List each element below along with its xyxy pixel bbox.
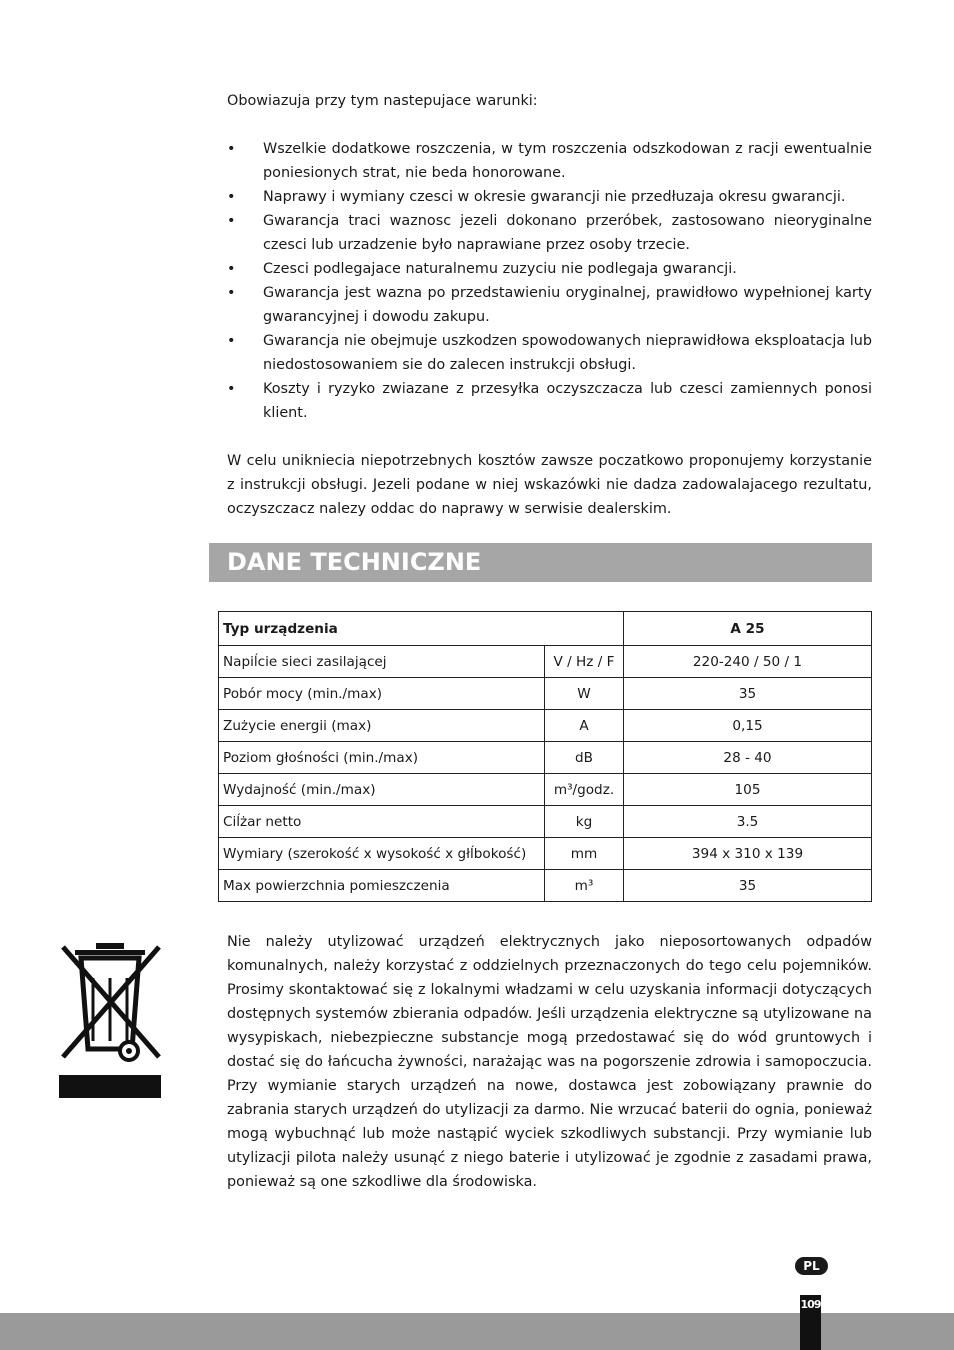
spec-unit-cell: A: [545, 710, 624, 742]
list-item-text: Gwarancja jest wazna po przedstawieniu oryginalnej, prawidłowo wypełnionej karty gwarancyjnej i dowodu zakupu.: [263, 285, 872, 325]
bullet-marker: •: [227, 213, 236, 229]
language-badge: PL: [795, 1257, 828, 1275]
spec-unit-cell: W: [545, 678, 624, 710]
list-item: [227, 137, 872, 185]
spec-value-cell: 35: [624, 678, 872, 710]
spec-unit-cell: dB: [545, 742, 624, 774]
table-row: [219, 710, 872, 742]
bullet-marker: •: [227, 189, 236, 205]
list-item: [227, 257, 872, 281]
list-item-text: Gwarancja nie obejmuje uszkodzen spowodowanych nieprawidłowa eksploatacja lub niedostosowaniem sie do zalecen instrukcji obsługi.: [263, 333, 872, 373]
section-header-bar: [209, 543, 872, 582]
spec-unit-cell: m³/godz.: [545, 774, 624, 806]
table-row: [219, 646, 872, 678]
spec-name-cell: Pobór mocy (min./max): [219, 678, 545, 710]
table-row: [219, 678, 872, 710]
table-header-row: [219, 612, 872, 646]
warranty-conditions: [227, 89, 872, 521]
disposal-paragraph: Nie należy utylizować urządzeń elektrycznych jako nieposortowanych odpadów komunalnych, należy korzystać z oddzielnych przeznaczonych do tego celu pojemników. Prosimy skontaktować się z lokalnymi władzami w celu uzyskania informacji dotyczących dostępnych systemów zbierania odpadów. Jeśli urządzenia elektryczne są utylizowane na wysypiskach, niebezpieczne substancje mogą przedostawać się do wód gruntowych i dostać się do łańcucha żywności, narażając was na pogorszenie zdrowia i samopoczucia. Przy wymianie starych urządzeń na nowe, dostawca jest zobowiązany prawnie do zabrania starych urządzeń do utylizacji za darmo. Nie wrzucać baterii do ognia, ponieważ mogą wybuchnąć lub może nastąpić wyciek szkodliwych substancji. Przy wymianie lub utylizacji pilota należy usunąć z niego baterie i utylizować je zgodnie z zasadami prawa, ponieważ są one szkodliwe dla środowiska.: [227, 934, 872, 1190]
section-title: DANE TECHNICZNE: [227, 548, 482, 576]
spec-unit-cell: kg: [545, 806, 624, 838]
spec-value-cell: 3.5: [624, 806, 872, 838]
spec-name-cell: Napiĺcie sieci zasilającej: [219, 646, 545, 678]
service-paragraph: W celu unikniecia niepotrzebnych kosztów zawsze poczatkowo proponujemy korzystanie z instrukcji obsługi. Jezeli podane w niej wskazówki nie dadza zadowalajacego rezultatu, oczyszczacz nalezy oddac do naprawy w serwisie dealerskim.: [227, 453, 872, 517]
header-model-cell: A 25: [624, 612, 872, 646]
page-number-tab: [800, 1295, 821, 1350]
header-name-cell: Typ urządzenia: [219, 612, 624, 646]
spec-unit-cell: V / Hz / F: [545, 646, 624, 678]
spec-name-cell: Zużycie energii (max): [219, 710, 545, 742]
list-item: [227, 185, 872, 209]
spec-value-cell: 0,15: [624, 710, 872, 742]
bullet-marker: •: [227, 333, 236, 349]
list-item-text: Czesci podlegajace naturalnemu zuzyciu nie podlegaja gwarancji.: [263, 261, 737, 277]
technical-data-table: [218, 611, 872, 902]
page-number: 109: [800, 1298, 821, 1311]
list-item-text: Koszty i ryzyko zwiazane z przesyłka oczyszczacza lub czesci zamiennych ponosi klient.: [263, 381, 872, 421]
spec-name-cell: Max powierzchnia pomieszczenia: [219, 870, 545, 902]
spec-name-cell: Poziom głośności (min./max): [219, 742, 545, 774]
spec-value-cell: 35: [624, 870, 872, 902]
list-item-text: Naprawy i wymiany czesci w okresie gwarancji nie przedłuzaja okresu gwarancji.: [263, 189, 846, 205]
table-row: [219, 742, 872, 774]
crossed-out-wheelie-bin-icon: [59, 941, 161, 1098]
table-row: [219, 774, 872, 806]
spec-unit-cell: mm: [545, 838, 624, 870]
table-row: [219, 838, 872, 870]
spec-value-cell: 105: [624, 774, 872, 806]
conditions-list: [227, 137, 872, 425]
table-row: [219, 806, 872, 838]
list-item: [227, 209, 872, 257]
bullet-marker: •: [227, 261, 236, 277]
intro-text: Obowiazuja przy tym nastepujace warunki:: [227, 93, 538, 109]
list-item: [227, 377, 872, 425]
list-item: [227, 281, 872, 329]
table-row: [219, 870, 872, 902]
list-item-text: Gwarancja traci waznosc jezeli dokonano przeróbek, zastosowano nieoryginalne czesci lub urzadzenie było naprawiane przez osoby trzecie.: [263, 213, 872, 253]
spec-name-cell: Wydajność (min./max): [219, 774, 545, 806]
list-item: [227, 329, 872, 377]
bullet-marker: •: [227, 381, 236, 397]
bullet-marker: •: [227, 141, 236, 157]
bullet-marker: •: [227, 285, 236, 301]
spec-name-cell: Ciĺżar netto: [219, 806, 545, 838]
spec-value-cell: 394 x 310 x 139: [624, 838, 872, 870]
spec-name-cell: Wymiary (szerokość x wysokość x głĺbokość): [219, 838, 545, 870]
spec-unit-cell: m³: [545, 870, 624, 902]
spec-value-cell: 28 - 40: [624, 742, 872, 774]
spec-value-cell: 220-240 / 50 / 1: [624, 646, 872, 678]
list-item-text: Wszelkie dodatkowe roszczenia, w tym roszczenia odszkodowan z racji ewentualnie poniesionych strat, nie beda honorowane.: [263, 141, 872, 181]
